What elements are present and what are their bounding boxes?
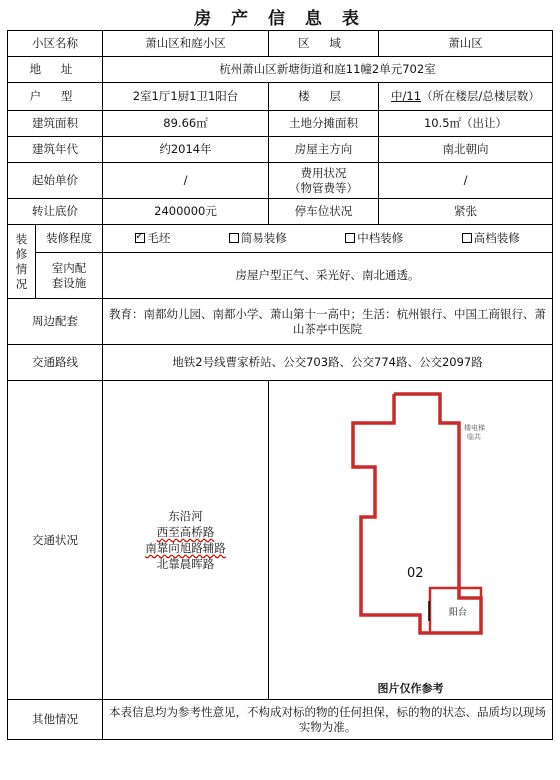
floorplan-stair-label: 临共 <box>467 433 481 441</box>
row-layout <box>8 83 553 111</box>
option-label: 毛坯 <box>147 231 171 245</box>
orientation-value: 南北朝向 <box>379 137 553 163</box>
indoor-label-line2: 套设施 <box>51 275 87 290</box>
start-price-value: / <box>103 163 269 199</box>
decoration-char: 修 <box>15 246 28 261</box>
row-area <box>8 111 553 137</box>
page-title: 房 产 信 息 表 <box>194 9 366 29</box>
decoration-group-label <box>8 225 36 299</box>
indoor-value: 房屋户型正气、采光好、南北通透。 <box>103 253 553 299</box>
traffic-west: 西至高桥路 <box>156 525 215 539</box>
district-value: 萧山区 <box>379 31 553 57</box>
district-label: 区 域 <box>269 31 379 57</box>
checkbox-checked-icon[interactable] <box>135 233 145 243</box>
transport-label: 交通路线 <box>8 345 103 381</box>
row-decoration-level <box>8 225 553 253</box>
fee-label-line1: 费用状况 <box>300 165 347 180</box>
surroundings-value: 教育：南都幼儿园、南都小学、萧山第十一高中；生活：杭州银行、中国工商银行、萧山茶亭中医院 <box>103 299 553 345</box>
floorplan-walls <box>353 394 481 633</box>
transfer-value: 2400000元 <box>103 199 269 225</box>
other-label: 其他情况 <box>8 700 103 740</box>
fee-label <box>269 163 379 199</box>
decoration-options <box>103 225 553 253</box>
start-price-label: 起始单价 <box>8 163 103 199</box>
indoor-label <box>36 253 103 299</box>
decoration-char: 情 <box>15 261 28 276</box>
row-price <box>8 163 553 199</box>
row-transfer <box>8 199 553 225</box>
checkbox-empty-icon[interactable] <box>462 233 472 243</box>
floor-value-note: （所在楼层/总楼层数） <box>421 89 540 103</box>
indoor-label-line1: 室内配 <box>51 260 87 275</box>
row-indoor <box>8 253 553 299</box>
traffic-lines <box>103 381 269 700</box>
parking-value: 紧张 <box>379 199 553 225</box>
transport-value: 地铁2号线曹家桥站、公交703路、公交774路、公交2097路 <box>103 345 553 381</box>
decoration-char: 况 <box>15 276 28 291</box>
row-traffic <box>8 381 553 700</box>
row-transport <box>8 345 553 381</box>
traffic-south: 南靠向旭路辅路 <box>145 541 226 555</box>
floor-value <box>379 83 553 111</box>
floor-label: 楼 层 <box>269 83 379 111</box>
checkbox-empty-icon[interactable] <box>345 233 355 243</box>
row-address <box>8 57 553 83</box>
option-simple[interactable] <box>229 231 287 246</box>
property-table <box>7 30 553 740</box>
traffic-east: 东沿河 <box>168 509 203 523</box>
layout-label: 户 型 <box>8 83 103 111</box>
option-mid[interactable] <box>345 231 403 246</box>
land-label: 土地分摊面积 <box>269 111 379 137</box>
fee-value: / <box>379 163 553 199</box>
year-value: 约2014年 <box>103 137 269 163</box>
decoration-char: 装 <box>15 231 28 246</box>
traffic-label: 交通状况 <box>8 381 103 700</box>
land-value: 10.5㎡（出让） <box>379 111 553 137</box>
parking-label: 停车位状况 <box>269 199 379 225</box>
row-year <box>8 137 553 163</box>
option-label: 中档装修 <box>357 231 404 245</box>
layout-value: 2室1厅1厨1卫1阳台 <box>103 83 269 111</box>
floorplan-room-number: 02 <box>407 566 424 581</box>
floor-value-main: 中/11 <box>391 89 422 103</box>
community-value: 萧山区和庭小区 <box>103 31 269 57</box>
option-label: 高档装修 <box>473 231 520 245</box>
option-rough[interactable] <box>135 231 170 246</box>
floorplan-stair-label: 楼电梯 <box>464 424 485 432</box>
orientation-label: 房屋主方向 <box>269 137 379 163</box>
floorplan-caption: 图片仅作参考 <box>377 682 444 695</box>
address-label: 地 址 <box>8 57 103 83</box>
floorplan-cell <box>269 381 553 700</box>
area-label: 建筑面积 <box>8 111 103 137</box>
decoration-level-label: 装修程度 <box>36 225 103 253</box>
row-community <box>8 31 553 57</box>
checkbox-empty-icon[interactable] <box>229 233 239 243</box>
address-value: 杭州萧山区新塘街道和庭11幢2单元702室 <box>103 57 553 83</box>
floorplan-balcony-label: 阳台 <box>449 608 468 618</box>
community-label: 小区名称 <box>8 31 103 57</box>
row-other <box>8 700 553 740</box>
traffic-north: 北靠晨晖路 <box>156 557 215 571</box>
row-surroundings <box>8 299 553 345</box>
option-label: 简易装修 <box>240 231 287 245</box>
surroundings-label: 周边配套 <box>8 299 103 345</box>
year-label: 建筑年代 <box>8 137 103 163</box>
area-value: 89.66㎡ <box>103 111 269 137</box>
fee-label-line2: （物管费等） <box>289 180 358 195</box>
option-high[interactable] <box>462 231 520 246</box>
other-value: 本表信息均为参考性意见，不构成对标的物的任何担保，标的物的状态、品质均以现场实物为准。 <box>103 700 553 740</box>
floorplan-image <box>269 381 553 700</box>
transfer-label: 转让底价 <box>8 199 103 225</box>
